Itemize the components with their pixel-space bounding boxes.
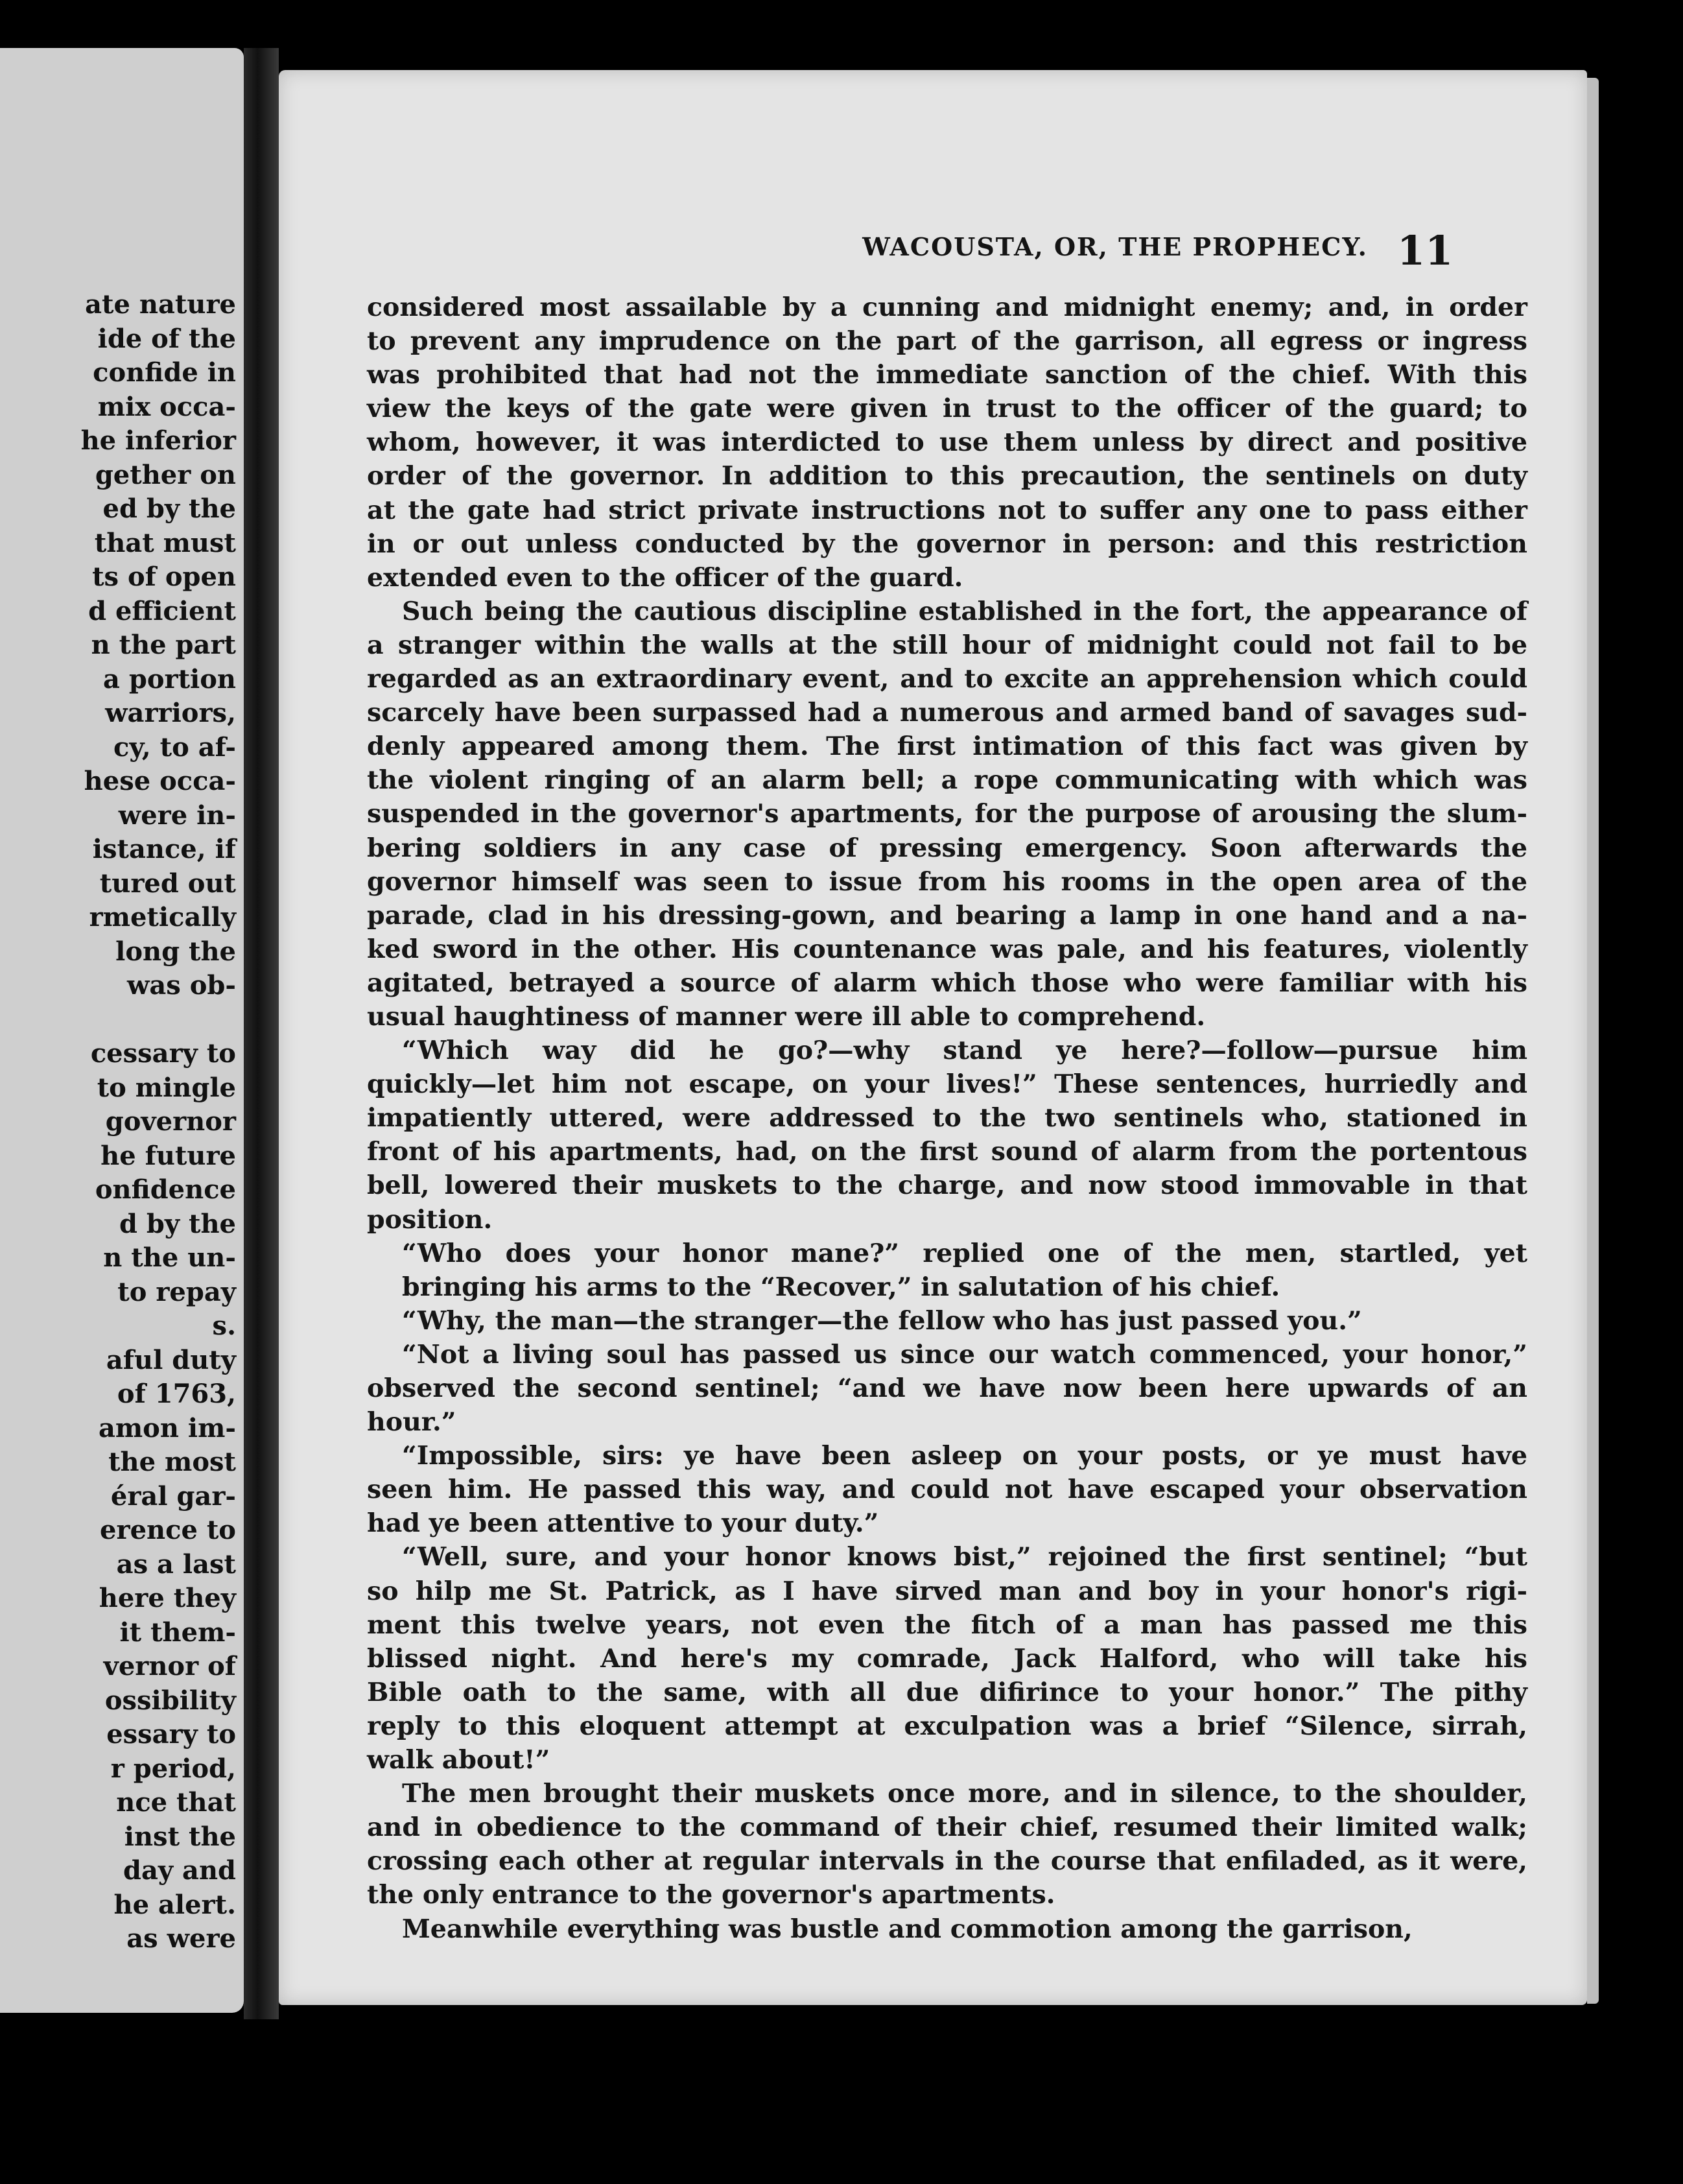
text-line: quickly—let him not escape, on your lives!” These sentences, hurriedly and: [367, 1069, 1527, 1100]
text-line: “Which way did he go?—why stand ye here?—follow—pursue him: [402, 1036, 1527, 1066]
left-page-line: éral gar-: [110, 1480, 236, 1512]
left-page-line: that must: [94, 527, 236, 558]
text-line: front of his apartments, had, on the first sound of alarm from the portentous: [367, 1137, 1527, 1167]
left-page-line: confide in: [93, 357, 236, 388]
book-gutter: [244, 48, 279, 2019]
text-line: “Who does your honor mane?” replied one of the men, startled, yet: [402, 1238, 1527, 1268]
text-line: considered most assailable by a cunning and midnight enemy; and, in order: [367, 292, 1527, 322]
left-page-line: inst the: [124, 1821, 236, 1852]
text-line: bringing his arms to the “Recover,” in salutation of his chief.: [402, 1272, 1280, 1302]
left-page-line: was ob-: [126, 970, 236, 1001]
left-page-line: as a last: [116, 1549, 236, 1580]
text-line: reply to this eloquent attempt at exculpation was a brief “Silence, sirrah,: [367, 1711, 1527, 1741]
left-page-line: rmetically: [89, 902, 236, 932]
left-page-line: ossibility: [104, 1685, 236, 1716]
left-page-line: governor: [105, 1106, 236, 1137]
text-line: impatiently uttered, were addressed to the two sentinels who, stationed in: [367, 1103, 1527, 1134]
left-page-line: d by the: [119, 1208, 236, 1239]
text-line: Bible oath to the same, with all due difirince to your honor.” The pithy: [367, 1677, 1527, 1707]
text-line: the only entrance to the governor's apartments.: [367, 1880, 1055, 1910]
text-line: seen him. He passed this way, and could not have escaped your observation: [367, 1475, 1527, 1505]
left-page-line: long the: [115, 936, 236, 967]
text-line: The men brought their muskets once more, and in silence, to the shoulder,: [402, 1779, 1527, 1809]
text-line: in or out unless conducted by the governor in person: and this restriction: [367, 528, 1527, 559]
left-page-line: ts of open: [92, 562, 236, 592]
text-line: had ye been attentive to your duty.”: [367, 1508, 879, 1539]
text-line: view the keys of the gate were given in trust to the officer of the guard; to: [367, 394, 1527, 424]
text-line: “Not a living soul has passed us since our watch commenced, your honor,”: [402, 1339, 1527, 1370]
left-page-line: [0, 1003, 236, 1038]
left-page-text: [0, 288, 236, 1956]
left-page-line: warriors,: [105, 698, 236, 728]
left-page-line: to mingle: [97, 1072, 236, 1103]
left-page-line: he future: [100, 1140, 236, 1171]
left-page-line: r period,: [110, 1753, 236, 1784]
left-page-line: amon im-: [98, 1412, 236, 1443]
text-line: whom, however, it was interdicted to use them unless by direct and positive: [367, 427, 1527, 458]
text-line: position.: [367, 1204, 493, 1235]
text-line: was prohibited that had not the immediate sanction of the chief. With this: [367, 360, 1527, 390]
left-page-line: here they: [99, 1583, 236, 1613]
left-page-line: ate nature: [85, 289, 236, 320]
page-edge: [1587, 78, 1599, 2004]
text-line: blissed night. And here's my comrade, Jack Halford, who will take his: [367, 1643, 1527, 1674]
left-page-line: it them-: [119, 1617, 236, 1648]
text-line: observed the second sentinel; “and we have now been here upwards of an: [367, 1373, 1527, 1403]
text-line: at the gate had strict private instructions not to suffer any one to pass either: [367, 495, 1527, 525]
text-line: crossing each other at regular intervals in the course that enfiladed, as it were,: [367, 1846, 1527, 1877]
left-page-line: as were: [126, 1923, 236, 1954]
text-line: Such being the cautious discipline established in the fort, the appearance of: [402, 596, 1527, 626]
text-line: a stranger within the walls at the still hour of midnight could not fail to be: [367, 630, 1527, 660]
running-title: WACOUSTA, OR, THE PROPHECY.: [862, 232, 1368, 261]
text-line: agitated, betrayed a source of alarm which those who were familiar with his: [367, 967, 1527, 998]
left-page-line: onfidence: [95, 1174, 236, 1205]
text-line: order of the governor. In addition to this precaution, the sentinels on duty: [367, 461, 1527, 492]
text-line: governor himself was seen to issue from his rooms in the open area of the: [367, 866, 1527, 897]
left-page-line: to repay: [117, 1276, 236, 1307]
body-text: [367, 291, 1527, 1946]
left-page-line: hese occa-: [84, 766, 236, 796]
text-line: the violent ringing of an alarm bell; a rope communicating with which was: [367, 765, 1527, 796]
left-page-line: gether on: [95, 459, 236, 490]
text-line: parade, clad in his dressing-gown, and bearing a lamp in one hand and a na-: [367, 900, 1527, 931]
text-line: hour.”: [367, 1407, 456, 1438]
left-facing-page: [0, 48, 244, 2013]
left-page-line: vernor of: [103, 1651, 236, 1681]
text-line: ment this twelve years, not even the fitch of a man has passed me this: [367, 1609, 1527, 1640]
text-line: “Why, the man—the stranger—the fellow who has just passed you.”: [402, 1305, 1362, 1336]
left-page-line: mix occa-: [97, 391, 236, 422]
left-page-line: of 1763,: [117, 1379, 236, 1409]
left-page-line: d efficient: [88, 595, 236, 626]
left-page-line: nce that: [116, 1787, 236, 1818]
left-page-line: tured out: [99, 868, 236, 899]
left-page-line: the most: [108, 1447, 236, 1477]
left-page-line: aful duty: [106, 1344, 236, 1375]
left-page-line: a portion: [103, 663, 236, 694]
text-line: and in obedience to the command of their chief, resumed their limited walk;: [367, 1812, 1527, 1843]
left-page-line: he inferior: [80, 425, 236, 456]
text-line: so hilp me St. Patrick, as I have sirved man and boy in your honor's rigi-: [367, 1576, 1527, 1606]
text-line: usual haughtiness of manner were ill able to comprehend.: [367, 1001, 1206, 1032]
left-page-line: erence to: [100, 1515, 236, 1545]
left-page-line: he alert.: [113, 1889, 236, 1920]
left-page-line: ide of the: [97, 323, 236, 354]
right-page: [279, 70, 1587, 2005]
text-line: denly appeared among them. The first intimation of this fact was given by: [367, 731, 1527, 762]
left-page-line: cy, to af-: [113, 731, 236, 763]
text-line: suspended in the governor's apartments, for the purpose of arousing the slum-: [367, 799, 1527, 829]
left-page-line: ed by the: [102, 493, 236, 524]
left-page-line: day and: [123, 1855, 236, 1886]
left-page-line: were in-: [118, 800, 236, 831]
page-number: 11: [1397, 227, 1454, 274]
text-line: extended even to the officer of the guard.: [367, 562, 963, 593]
left-page-line: essary to: [106, 1719, 236, 1750]
text-line: regarded as an extraordinary event, and to excite an apprehension which could: [367, 664, 1527, 694]
text-line: scarcely have been surpassed had a numerous and armed band of savages sud-: [367, 698, 1527, 728]
left-page-line: s.: [212, 1311, 236, 1341]
text-line: walk about!”: [367, 1745, 550, 1775]
text-line: “Impossible, sirs: ye have been asleep on your posts, or ye must have: [402, 1441, 1527, 1471]
text-line: “Well, sure, and your honor knows bist,” rejoined the first sentinel; “but: [402, 1542, 1527, 1573]
left-page-line: n the un-: [103, 1242, 236, 1273]
text-line: ked sword in the other. His countenance was pale, and his features, violently: [367, 934, 1527, 964]
text-line: bering soldiers in any case of pressing emergency. Soon afterwards the: [367, 833, 1527, 863]
text-line: bell, lowered their muskets to the charge, and now stood immovable in that: [367, 1170, 1527, 1201]
left-page-line: n the part: [91, 630, 236, 660]
left-page-line: istance, if: [92, 834, 236, 864]
left-page-line: cessary to: [90, 1038, 236, 1069]
text-line: to prevent any imprudence on the part of the garrison, all egress or ingress: [367, 326, 1527, 357]
text-line: Meanwhile everything was bustle and commotion among the garrison,: [402, 1914, 1413, 1944]
